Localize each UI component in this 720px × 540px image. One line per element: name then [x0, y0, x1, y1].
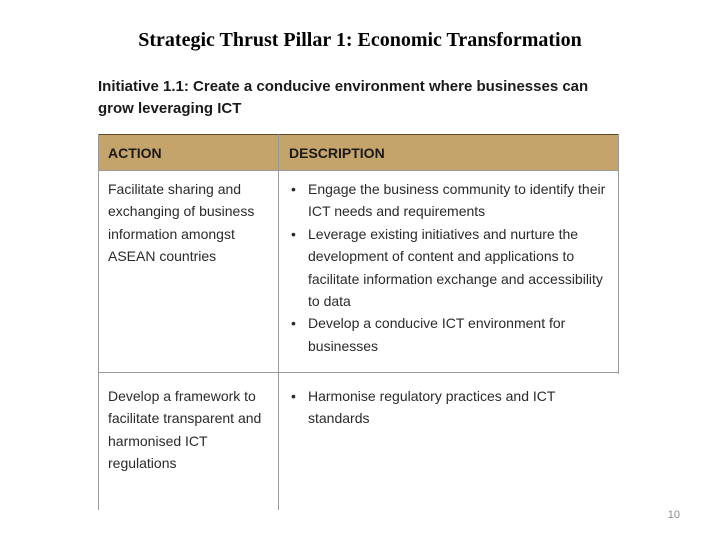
- bullet-icon: •: [291, 181, 296, 197]
- table-row-2-description: [289, 385, 614, 430]
- bullet-icon: •: [291, 315, 296, 332]
- list-item: [289, 178, 614, 223]
- list-item: [289, 385, 614, 430]
- column-divider: [278, 134, 279, 510]
- table-row-1-action: Facilitate sharing and exchanging of business information amongst ASEAN countries: [108, 181, 255, 265]
- table-header: [98, 134, 619, 170]
- row-divider: [98, 170, 619, 171]
- page-number: 10: [667, 509, 680, 521]
- bullet-text: Harmonise regulatory practices and ICT standards: [308, 388, 556, 427]
- row-divider: [98, 372, 619, 373]
- initiative-heading: Initiative 1.1: Create a conducive environment where businesses can grow leveraging ICT: [98, 78, 589, 117]
- header-description: DESCRIPTION: [289, 145, 385, 161]
- bullet-icon: •: [291, 388, 296, 404]
- slide-title: Strategic Thrust Pillar 1: Economic Transformation: [138, 29, 582, 51]
- action-table: [98, 134, 619, 510]
- table-row-1-description: [289, 178, 614, 357]
- bullet-text: Engage the business community to identify their ICT needs and requirements: [308, 181, 606, 220]
- bullet-text: Leverage existing initiatives and nurture the development of content and applications to facilitate information exchange and accessibility to data: [308, 225, 603, 310]
- bullet-text: Develop a conducive ICT environment for businesses: [308, 315, 566, 354]
- table-left-border: [98, 134, 99, 510]
- bullet-icon: •: [291, 225, 296, 242]
- list-item: [289, 223, 614, 313]
- table-row-2-action: Develop a framework to facilitate transparent and harmonised ICT regulations: [108, 388, 262, 472]
- list-item: [289, 312, 614, 357]
- header-action: ACTION: [108, 145, 162, 161]
